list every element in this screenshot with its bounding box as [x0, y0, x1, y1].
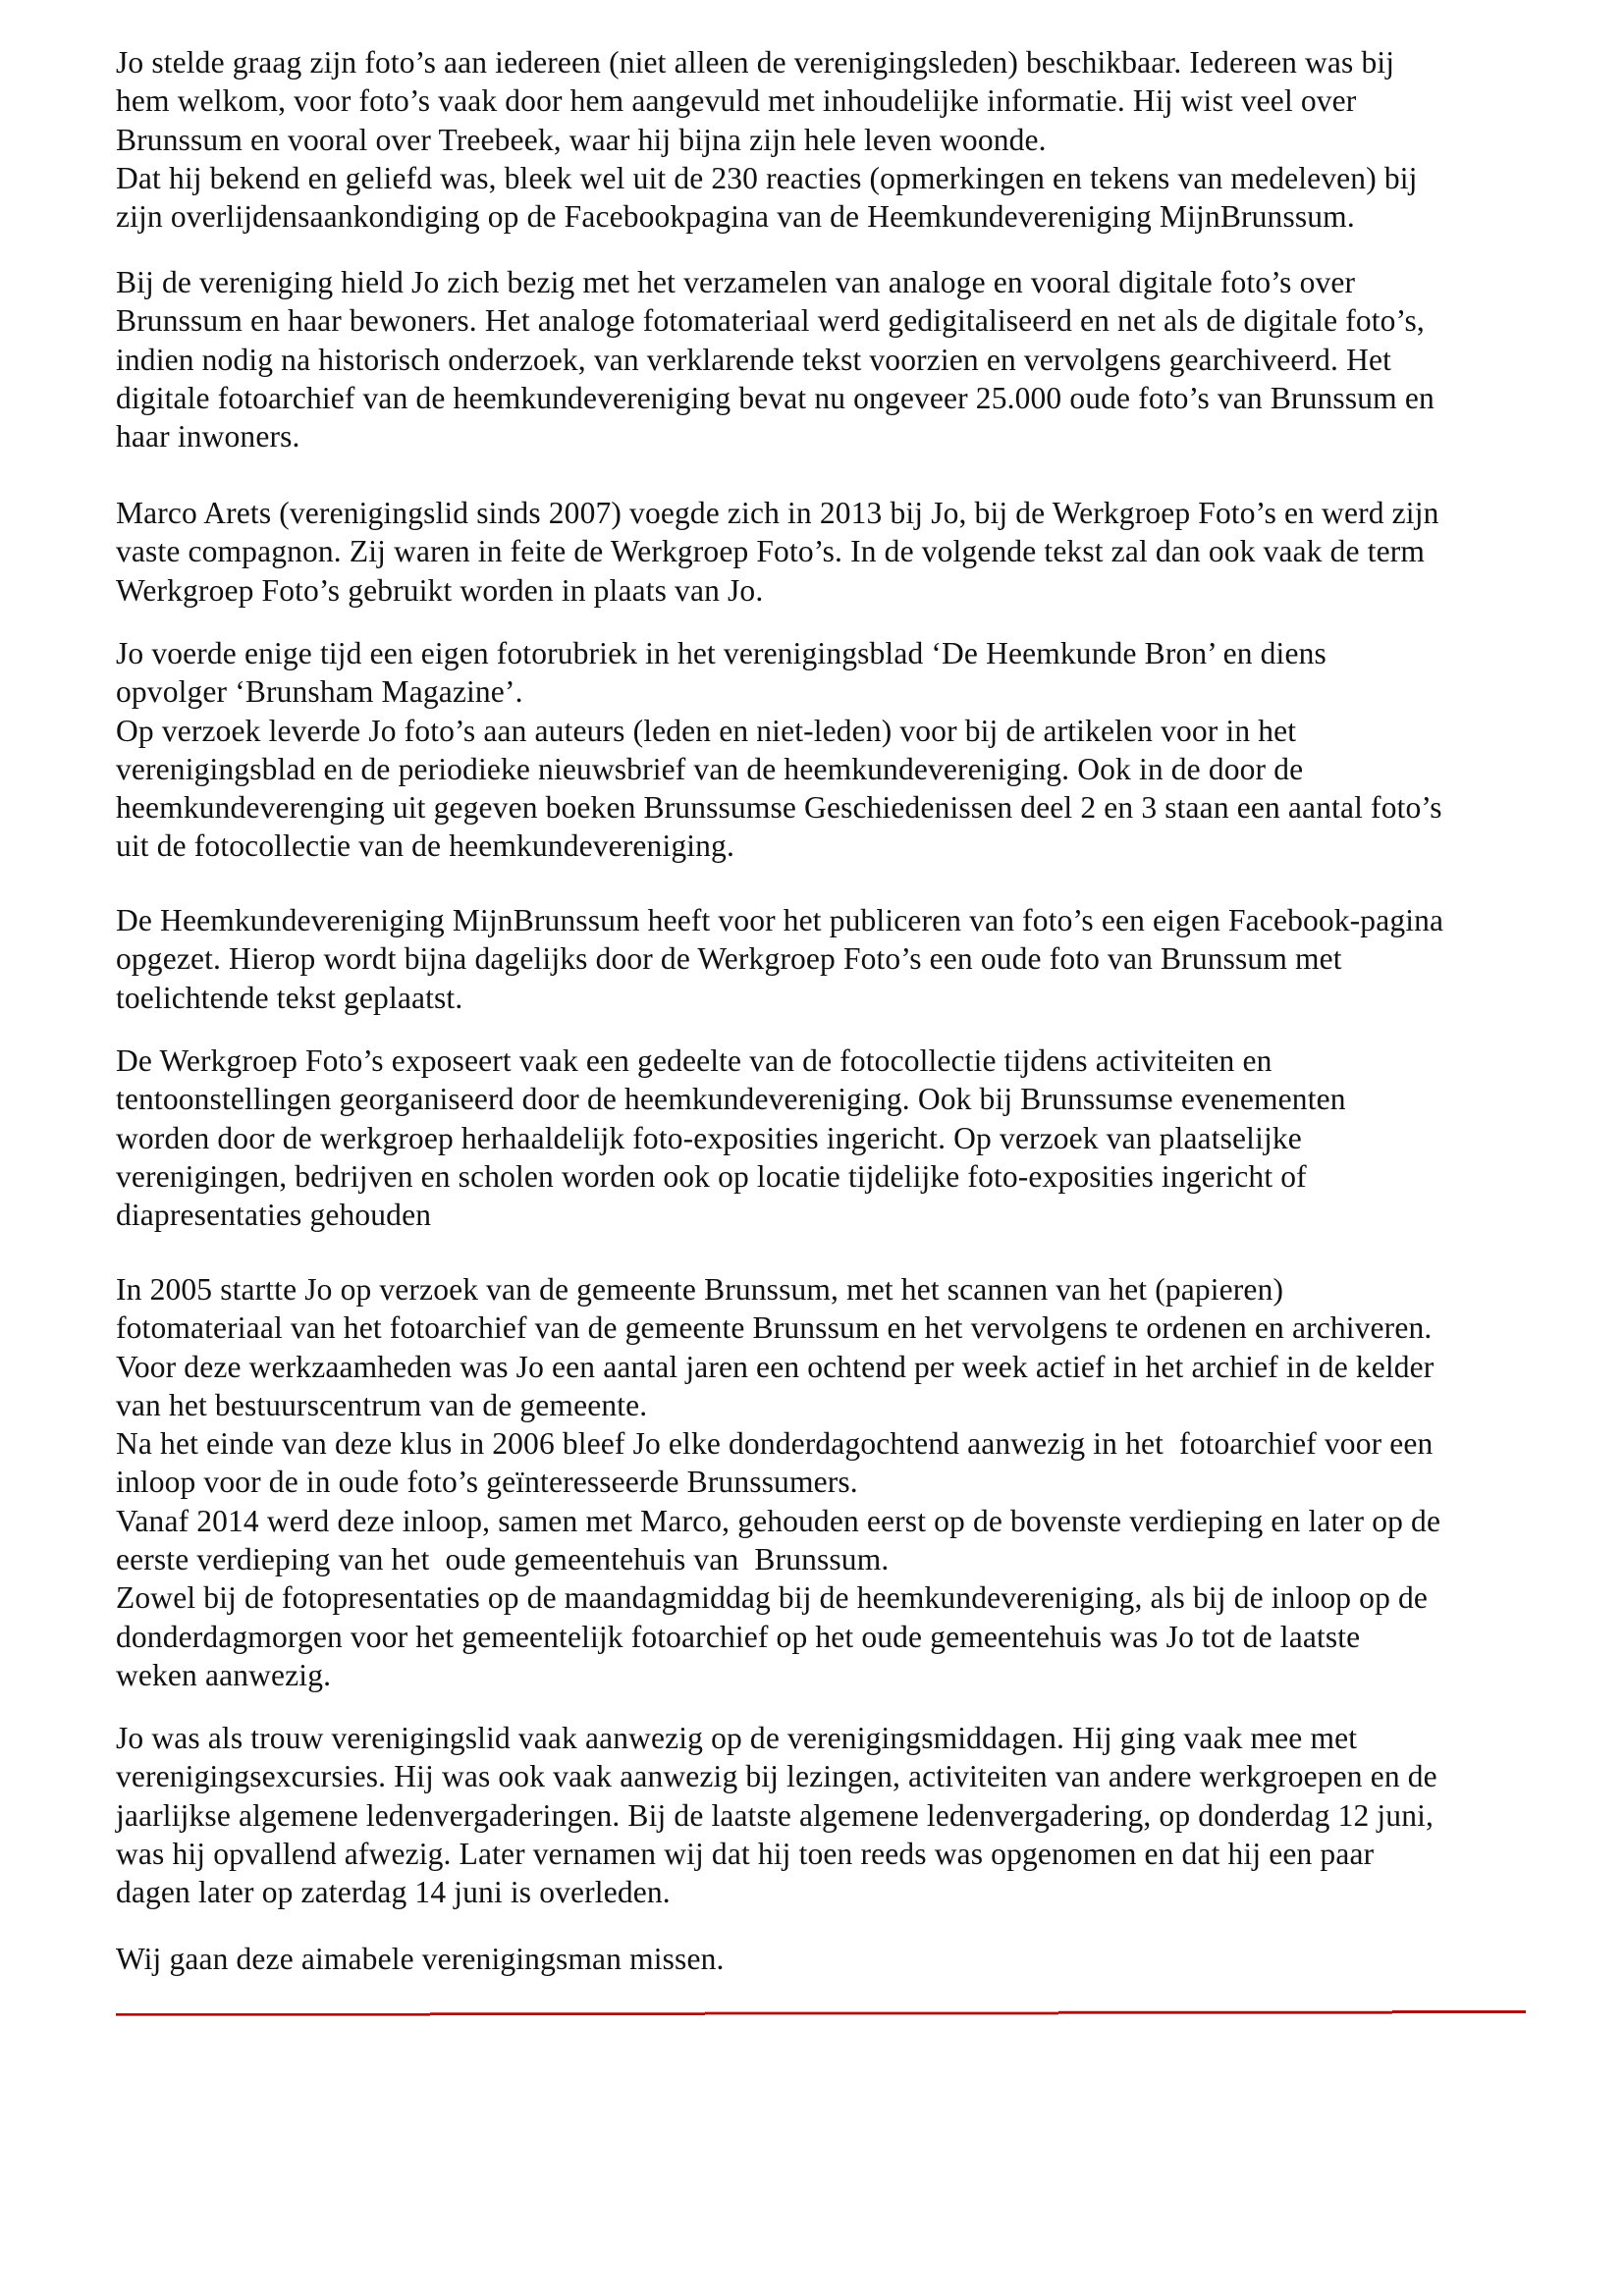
text-line: Jo was als trouw verenigingslid vaak aanwezig op de verenigingsmiddagen. Hij ging vaak mee met: [116, 1721, 1358, 1755]
paragraph-collecting-photos: [116, 263, 1549, 455]
text-line: toelichtende tekst geplaatst.: [116, 980, 463, 1015]
text-line: In 2005 startte Jo op verzoek van de gemeente Brunssum, met het scannen van het (papieren): [116, 1272, 1284, 1307]
text-line: Voor deze werkzaamheden was Jo een aantal jaren een ochtend per week actief in het archief in de kelder: [116, 1349, 1435, 1384]
text-line: eerste verdieping van het oude gemeentehuis van Brunssum.: [116, 1542, 890, 1577]
paragraph-facebook-page: [116, 901, 1549, 1017]
text-line: verenigingsblad en de periodieke nieuwsbrief van de heemkundevereniging. Ook in de door de: [116, 751, 1304, 786]
text-line: uit de fotocollectie van de heemkundevereniging.: [116, 828, 734, 864]
text-line: Bij de vereniging hield Jo zich bezig met het verzamelen van analoge en vooral digitale foto’s over: [116, 265, 1356, 299]
text-line: heemkundeverenging uit gegeven boeken Brunssumse Geschiedenissen deel 2 en 3 staan een aantal foto’s: [116, 790, 1442, 826]
red-divider-stroke: [116, 2010, 1526, 2016]
text-line: dagen later op zaterdag 14 juni is overleden.: [116, 1875, 671, 1910]
text-line: Brunssum en vooral over Treebeek, waar hij bijna zijn hele leven woonde.: [116, 122, 1047, 157]
text-line: Marco Arets (verenigingslid sinds 2007) voegde zich in 2013 bij Jo, bij de Werkgroep Foto’s en werd zijn: [116, 496, 1439, 530]
text-line: donderdagmorgen voor het gemeentelijk fotoarchief op het oude gemeentehuis was Jo tot de laatste: [116, 1619, 1361, 1654]
text-line: was hij opvallend afwezig. Later vernamen wij dat hij toen reeds was opgenomen en dat hij een paar: [116, 1836, 1375, 1871]
paragraph-municipal-archive: [116, 1270, 1549, 1694]
text-line: zijn overlijdensaankondiging op de Facebookpagina van de Heemkundevereniging MijnBrunssum.: [116, 199, 1355, 235]
text-line: Zowel bij de fotopresentaties op de maandagmiddag bij de heemkundevereniging, als bij de inloop op de: [116, 1580, 1429, 1616]
text-line: haar inwoners.: [116, 419, 300, 454]
text-line: Jo voerde enige tijd een eigen fotorubriek in het verenigingsblad ‘De Heemkunde Bron’ en diens: [116, 636, 1326, 670]
text-line: worden door de werkgroep herhaaldelijk foto-exposities ingericht. Op verzoek van plaatselijke: [116, 1120, 1302, 1155]
text-line: vaste compagnon. Zij waren in feite de Werkgroep Foto’s. In de volgende tekst zal dan ook vaak de term: [116, 534, 1426, 569]
paragraph-marco-arets: [116, 494, 1549, 610]
text-line: verenigingen, bedrijven en scholen worden ook op locatie tijdelijke foto-exposities ingericht of: [116, 1158, 1307, 1194]
text-line: jaarlijkse algemene ledenvergaderingen. Bij de laatste algemene ledenvergadering, op donderdag 12 juni,: [116, 1797, 1435, 1833]
text-line: diapresentaties gehouden: [116, 1198, 432, 1233]
text-line: Werkgroep Foto’s gebruikt worden in plaats van Jo.: [116, 572, 764, 608]
text-line: weken aanwezig.: [116, 1657, 332, 1692]
text-line: Op verzoek leverde Jo foto’s aan auteurs (leden en niet-leden) voor bij de artikelen voor in het: [116, 713, 1297, 748]
text-line: Brunssum en haar bewoners. Het analoge fotomateriaal werd gedigitaliseerd en net als de digitale foto’s,: [116, 303, 1425, 339]
paragraph-exhibitions: [116, 1041, 1549, 1234]
paragraph-closing: [116, 1940, 1549, 1978]
text-line: De Werkgroep Foto’s exposeert vaak een gedeelte van de fotocollectie tijdens activiteiten en: [116, 1043, 1272, 1078]
text-line: tentoonstellingen georganiseerd door de heemkundevereniging. Ook bij Brunssumse evenementen: [116, 1082, 1346, 1117]
red-divider-line: [116, 2008, 1526, 2016]
text-line: opgezet. Hierop wordt bijna dagelijks door de Werkgroep Foto’s een oude foto van Brunssum met: [116, 941, 1342, 977]
text-line: verenigingsexcursies. Hij was ook vaak aanwezig bij lezingen, activiteiten van andere werkgroepen en de: [116, 1759, 1437, 1794]
text-line: inloop voor de in oude foto’s geïnteresseerde Brunssumers.: [116, 1465, 858, 1500]
paragraph-loyal-member: [116, 1719, 1549, 1911]
text-line: Wij gaan deze aimabele verenigingsman missen.: [116, 1942, 725, 1976]
text-line: Dat hij bekend en geliefd was, bleek wel uit de 230 reacties (opmerkingen en tekens van medeleven) bij: [116, 160, 1418, 195]
text-line: fotomateriaal van het fotoarchief van de gemeente Brunssum en het vervolgens te ordenen en archiveren.: [116, 1310, 1433, 1346]
paragraph-photo-column: [116, 634, 1549, 866]
text-line: van het bestuurscentrum van de gemeente.: [116, 1387, 648, 1422]
text-line: De Heemkundevereniging MijnBrunssum heeft voor het publiceren van foto’s een eigen Facebook-pagina: [116, 903, 1444, 937]
text-line: digitale fotoarchief van de heemkundevereniging bevat nu ongeveer 25.000 oude foto’s van Brunssum en: [116, 380, 1435, 415]
text-line: Vanaf 2014 werd deze inloop, samen met Marco, gehouden eerst op de bovenste verdieping en later op de: [116, 1503, 1441, 1538]
text-line: Jo stelde graag zijn foto’s aan iedereen (niet alleen de verenigingsleden) beschikbaar. Iedereen was bij: [116, 45, 1395, 80]
text-line: indien nodig na historisch onderzoek, van verklarende tekst voorzien en vervolgens gearchiveerd. Het: [116, 342, 1392, 377]
paragraph-photos-available: [116, 43, 1549, 236]
text-line: hem welkom, voor foto’s vaak door hem aangevuld met inhoudelijke informatie. Hij wist veel over: [116, 83, 1357, 119]
text-line: Na het einde van deze klus in 2006 bleef Jo elke donderdagochtend aanwezig in het fotoarchief voor een: [116, 1426, 1434, 1462]
text-line: opvolger ‘Brunsham Magazine’.: [116, 674, 523, 710]
